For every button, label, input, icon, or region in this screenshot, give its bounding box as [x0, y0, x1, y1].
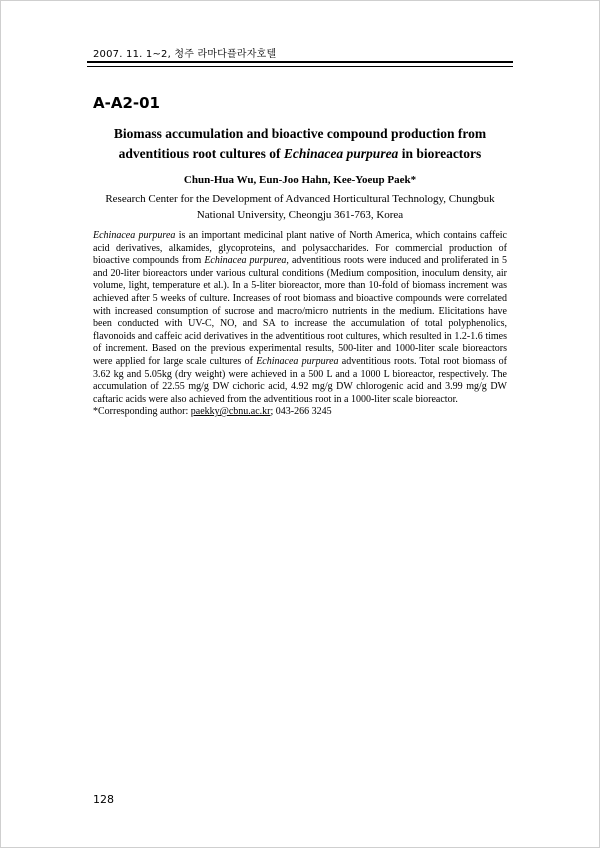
- abstract-species-1: Echinacea purpurea: [93, 230, 176, 241]
- corresponding-label: *Corresponding author:: [93, 406, 191, 417]
- abstract-species-3: Echinacea purpurea: [256, 355, 339, 367]
- corresponding-phone: ; 043-266 3245: [270, 406, 332, 417]
- title-text-2: in bioreactors: [398, 146, 482, 161]
- affiliation-line-2: National University, Cheongju 361-763, Korea: [196, 209, 404, 221]
- header-rule-thin: [87, 66, 513, 67]
- corresponding-author: [93, 406, 332, 418]
- paper-code: A-A2-01: [93, 94, 160, 112]
- abstract-text-2: , adventitious roots were induced and proliferated in 5 and 20-liter bioreactors under various cultural conditions (Medium composition, inoculum density, air volume, light, temperature et al.). In a 5-liter bioreactor, more than 10-fold of biomass increment was achieved after 5 weeks of culture. Increases of root biomass and bioactive compounds were correlated with increased consumption of sucrose and macro/micro nutrients in the medium. Elicitations have been conducted with UV-C, NO, and SA to increase the accumulation of total polyphenolics, flavonoids and caffeic acid derivatives in the adventitious root cultures, which resulted in 1.2-1.6 times of increment. Based on the previous experimental results, 500-liter and 1000-liter scale bioreactors were applied for large scale cultures of: [93, 255, 508, 367]
- page-number: 128: [93, 793, 114, 806]
- abstract-species-2: Echinacea purpurea: [204, 255, 287, 267]
- abstract-text-1: is an important medicinal plant native of North America, which contains caffeic acid derivatives, alkamides, glycoproteins, and polysaccharides. For commercial production of bioactive compounds from: [93, 230, 507, 267]
- abstract: [93, 230, 507, 406]
- title-species: Echinacea purpurea: [283, 146, 399, 161]
- header-rule-thick: [87, 61, 513, 63]
- affiliation: [91, 191, 509, 223]
- paper-title: [97, 124, 503, 164]
- abstract-text-3: adventitious roots. Total root biomass of 3.62 kg and 5.05kg (dry weight) were achieved in a 500 L and a 1000 L bioreactor, respectively. The accumulation of 22.55 mg/g DW cichoric acid, 4.92 mg/g DW chlorogenic acid and 3.99 mg/g DW caftaric acids were also achieved from the adventitious root in a 1000-liter scale bioreactor.: [93, 355, 507, 405]
- running-header: 2007. 11. 1~2, 청주 라마다플라자호텔: [93, 49, 277, 60]
- corresponding-email-link[interactable]: paekky@cbnu.ac.kr: [190, 406, 271, 417]
- author-list: Chun-Hua Wu, Eun-Joo Hahn, Kee-Yoeup Paek*: [183, 174, 417, 186]
- title-text-1: Biomass accumulation and bioactive compound production from adventitious root cultures of: [113, 126, 487, 161]
- affiliation-line-1: Research Center for the Development of Advanced Horticultural Technology, Chungbuk: [105, 193, 495, 205]
